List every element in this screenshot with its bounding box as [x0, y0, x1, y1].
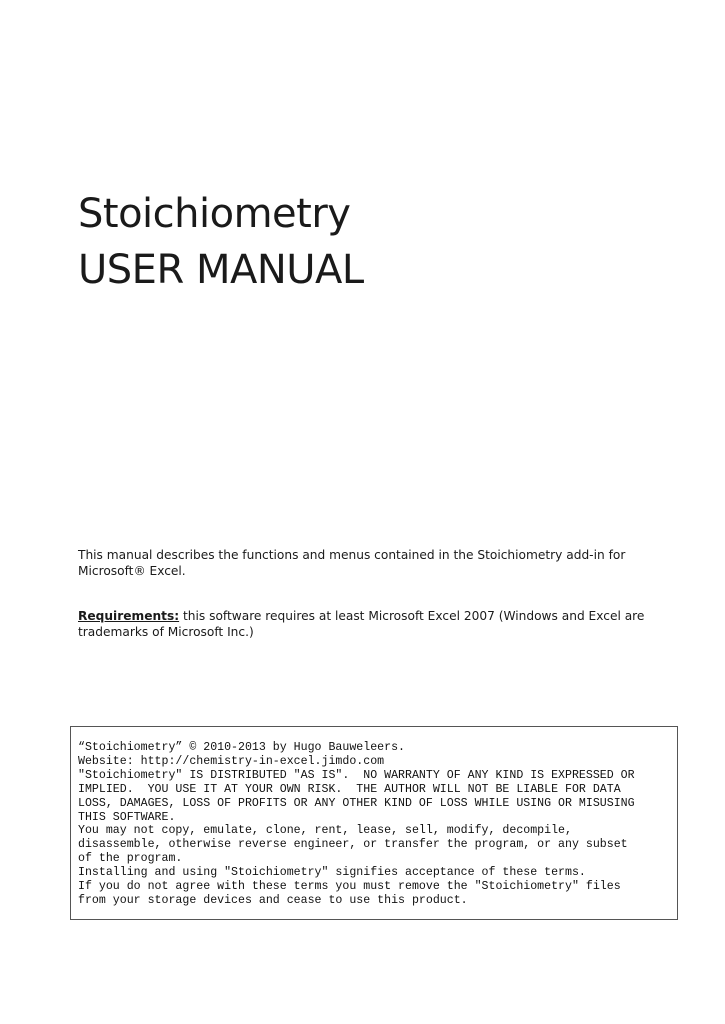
license-line: "Stoichiometry" IS DISTRIBUTED "AS IS". NO WARRANTY OF ANY KIND IS EXPRESSED OR [78, 768, 635, 782]
license-line: disassemble, otherwise reverse engineer, or transfer the program, or any subset [78, 838, 628, 852]
license-box [70, 726, 678, 920]
license-line: of the program. [78, 852, 183, 866]
requirements-text: this software requires at least Microsoft Excel 2007 (Windows and Excel are trademarks of Microsoft Inc.) [78, 609, 645, 639]
license-line: You may not copy, emulate, clone, rent, lease, sell, modify, decompile, [78, 824, 572, 838]
license-line: Installing and using "Stoichiometry" signifies acceptance of these terms. [78, 866, 586, 880]
license-line: Website: http://chemistry-in-excel.jimdo.com [78, 754, 385, 768]
document-subtitle: USER MANUAL [78, 247, 364, 293]
license-line: LOSS, DAMAGES, LOSS OF PROFITS OR ANY OTHER KIND OF LOSS WHILE USING OR MISUSING [78, 796, 635, 810]
description-paragraph: This manual describes the functions and menus contained in the Stoichiometry add-in for Microsoft® Excel. [78, 548, 626, 578]
license-line: from your storage devices and cease to use this product. [78, 893, 468, 907]
license-line: THIS SOFTWARE. [78, 810, 176, 824]
license-line: “Stoichiometry” © 2010-2013 by Hugo Bauweleers. [78, 741, 405, 754]
requirements-label: Requirements: [78, 609, 180, 623]
title-block [78, 186, 364, 298]
license-line: IMPLIED. YOU USE IT AT YOUR OWN RISK. THE AUTHOR WILL NOT BE LIABLE FOR DATA [78, 782, 621, 796]
document-title: Stoichiometry [78, 191, 351, 237]
requirements-paragraph [78, 608, 676, 640]
license-line: If you do not agree with these terms you must remove the "Stoichiometry" files [78, 880, 621, 894]
